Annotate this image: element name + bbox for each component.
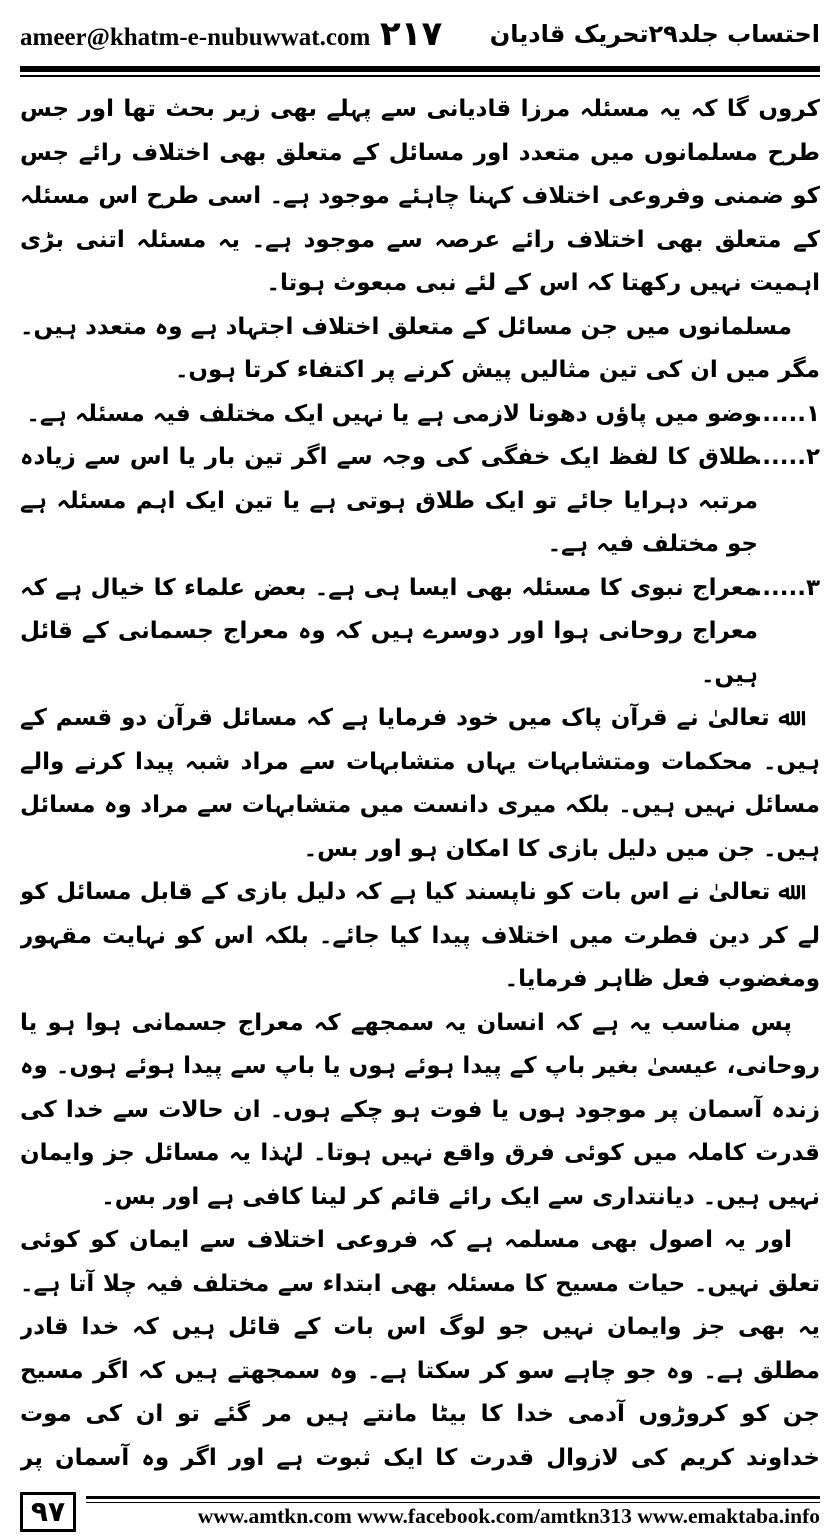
header-email: ameer@khatm-e-nubuwwat.com <box>20 24 371 51</box>
footer-rule-thin <box>86 1502 820 1503</box>
page-header <box>20 6 820 68</box>
list-item-number: ۱...... <box>753 400 820 427</box>
header-page-number: ۲۱۷ <box>380 14 443 54</box>
header-rule-thin <box>20 75 820 77</box>
paragraph-3: ﷲ تعالیٰ نے قرآن پاک میں خود فرمایا ہے کہ مسائل قرآن دو قسم کے ہیں۔ محکمات ومتشابہات یہاں متشابہات سے مراد شبہ پیدا کرنے والے مسائل نہیں ہیں۔ بلکہ میری دانست میں متشابہات سے مراد وہ مسائل ہیں۔ جن میں دلیل بازی کا امکان ہو اور بس۔ <box>20 705 820 862</box>
footer-links: www.amtkn.com www.facebook.com/amtkn313 www.emaktaba.info <box>197 1504 820 1528</box>
list-item-text: طلاق کا لفظ ایک خفگی کی وجہ سے اگر تین بار یا اس سے زیادہ مرتبہ دہرایا جائے تو ایک طلاق ہوتی ہے یا تین ایک اہم مسئلہ ہے جو مختلف فیہ ہے۔ <box>20 444 758 557</box>
list-item-number: ۲...... <box>753 444 820 470</box>
paragraph-6: اور یہ اصول بھی مسلمہ ہے کہ فروعی اختلاف سے ایمان کو کوئی تعلق نہیں۔ حیات مسیح کا مسئلہ بھی ابتداء سے مختلف فیہ چلا آتا ہے۔ یہ بھی جز وایمان نہیں جو لوگ اس بات کے قائل ہیں کہ خدا قادر مطلق ہے۔ وہ جو چاہے سو کر سکتا ہے۔ وہ سمجھتے ہیں کہ اگر مسیح جن کو کروڑوں آدمی خدا کا بیٹا مانتے ہیں مر گئے تو ان کی موت خداوند کریم کی لازوال قدرت کا ایک ثبوت ہے اور اگر وہ آسمان پر <box>20 1227 820 1471</box>
list-item <box>20 436 820 567</box>
paragraph-2: مسلمانوں میں جن مسائل کے متعلق اختلاف اجتہاد ہے وہ متعدد ہیں۔ مگر میں ان کی تین مثالیں پیش کرنے پر اکتفاء کرتا ہوں۔ <box>20 313 820 383</box>
page-footer <box>20 1492 820 1536</box>
paragraph-1: کروں گا کہ یہ مسئلہ مرزا قادیانی سے پہلے بھی زیر بحث تھا اور جس طرح مسلمانوں میں متعدد اور مسائل کے متعلق بھی اختلاف رائے جس کو ضمنی وفروعی اختلاف کہنا چاہئے موجود ہے۔ اسی طرح اس مسئلہ کے متعلق بھی اختلاف رائے عرصہ سے موجود ہے۔ یہ مسئلہ اتنی بڑی اہمیت نہیں رکھتا کہ اس کے لئے نبی مبعوث ہوتا۔ <box>20 96 820 296</box>
list-item-text: معراج نبوی کا مسئلہ بھی ایسا ہی ہے۔ بعض علماء کا خیال ہے کہ معراج روحانی ہوا اور دوسرے ہیں کہ وہ معراج جسمانی کے قائل ہیں۔ <box>20 574 758 688</box>
list-item-text: وضو میں پاؤں دھونا لازمی ہے یا نہیں ایک مختلف فیہ مسئلہ ہے۔ <box>26 400 758 427</box>
paragraph-4: ﷲ تعالیٰ نے اس بات کو ناپسند کیا ہے کہ دلیل بازی کے قابل مسائل کو لے کر دین فطرت میں اختلاف پیدا کیا جائے۔ بلکہ اس کو نہایت مقہور ومغضوب فعل ظاہر فرمایا۔ <box>20 879 820 992</box>
list-item <box>20 393 820 437</box>
paragraph-5: پس مناسب یہ ہے کہ انسان یہ سمجھے کہ معراج جسمانی ہوا ہو یا روحانی، عیسیٰ بغیر باپ کے پیدا ہوئے ہوں یا باپ سے پیدا ہوئے ہوں۔ وہ زندہ آسمان پر موجود ہوں یا فوت ہو چکے ہوں۔ ان حالات سے خدا کی قدرت کاملہ میں کوئی فرق واقع نہیں ہوتا۔ لہٰذا یہ مسائل جز وایمان نہیں ہیں۔ دیانتداری سے ایک رائے قائم کر لینا کافی ہے اور بس۔ <box>20 1009 820 1210</box>
header-title: احتساب جلد۲۹تحریک قادیان <box>489 20 820 48</box>
footer-page-number: ۹۷ <box>20 1492 76 1532</box>
header-rule-thick <box>20 66 820 72</box>
list-item <box>20 567 820 698</box>
page-body <box>20 88 820 1473</box>
list-item-number: ۳...... <box>753 574 820 601</box>
footer-rule-thick <box>86 1496 820 1499</box>
